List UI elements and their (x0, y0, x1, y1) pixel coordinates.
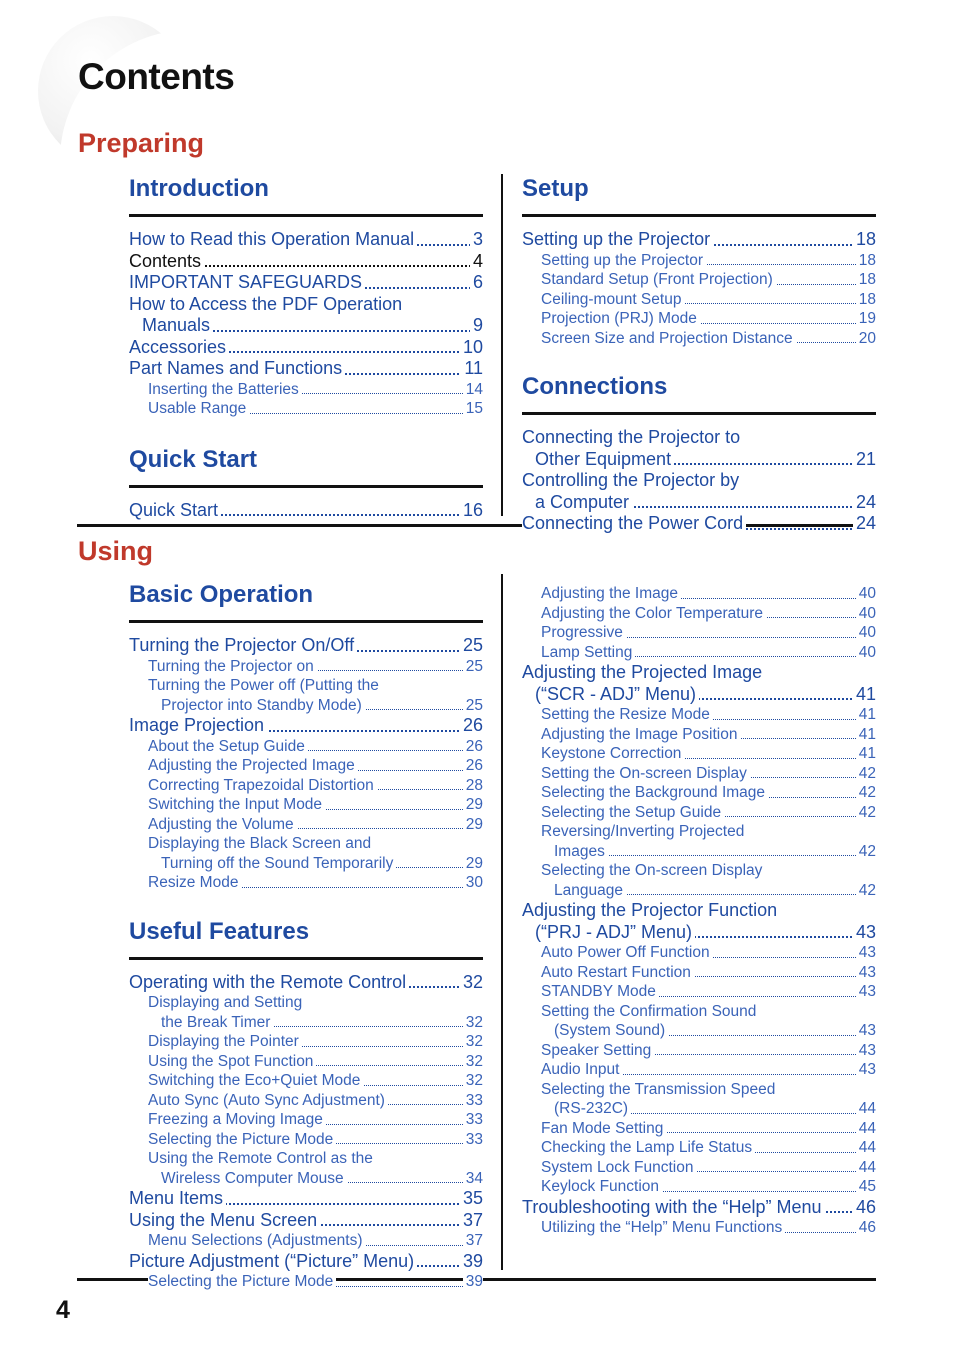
toc-entry[interactable]: IMPORTANT SAFEGUARDS 6 (129, 272, 483, 292)
toc-list-quick-start (129, 500, 483, 522)
column-preparing-left (129, 174, 483, 521)
toc-list-setup (522, 229, 876, 348)
toc-entry[interactable]: How to Access the PDF Operation (129, 294, 483, 316)
toc-entry[interactable]: Connecting the Projector to (522, 427, 876, 449)
toc-subentry[interactable]: Selecting the Transmission Speed (522, 1080, 876, 1100)
column-divider (501, 174, 503, 516)
page-title: Contents (78, 56, 235, 97)
column-preparing-right (522, 174, 876, 535)
toc-subentry[interactable]: Speaker Setting 43 (522, 1041, 876, 1061)
toc-subentry[interactable]: Switching the Eco+Quiet Mode 32 (129, 1071, 483, 1091)
toc-subentry[interactable]: (System Sound) 43 (522, 1021, 876, 1041)
toc-subentry[interactable]: Ceiling-mount Setup 18 (522, 290, 876, 310)
toc-subentry[interactable]: Resize Mode 30 (129, 873, 483, 893)
toc-entry[interactable]: a Computer 24 (522, 492, 876, 514)
part-divider (77, 524, 876, 527)
toc-subentry[interactable]: Checking the Lamp Life Status 44 (522, 1138, 876, 1158)
toc-subentry[interactable]: Reversing/Inverting Projected (522, 822, 876, 842)
toc-subentry[interactable]: Setting the Resize Mode 41 (522, 705, 876, 725)
toc-subentry[interactable]: Utilizing the “Help” Menu Functions 46 (522, 1218, 876, 1238)
toc-subentry[interactable]: Selecting the Setup Guide 42 (522, 803, 876, 823)
section-title-basic-operation: Basic Operation (129, 580, 483, 623)
toc-subentry[interactable]: Displaying the Pointer 32 (129, 1032, 483, 1052)
toc-entry[interactable]: Quick Start 16 (129, 499, 483, 520)
toc-subentry[interactable]: Displaying and Setting (129, 993, 483, 1013)
toc-subentry[interactable]: Displaying the Black Screen and (129, 834, 483, 854)
toc-list-connections (522, 427, 876, 535)
toc-subentry[interactable]: Turning the Power off (Putting the (129, 676, 483, 696)
toc-list-introduction (129, 229, 483, 419)
toc-subentry[interactable]: Usable Range 15 (129, 399, 483, 419)
toc-subentry[interactable]: Adjusting the Color Temperature 40 (522, 604, 876, 624)
toc-subentry[interactable]: Correcting Trapezoidal Distortion 28 (129, 776, 483, 796)
toc-entry[interactable]: Part Names and Functions 11 (129, 358, 483, 378)
part-title-preparing: Preparing (78, 128, 205, 158)
section-title-useful-features: Useful Features (129, 917, 483, 960)
toc-subentry[interactable]: STANDBY Mode 43 (522, 982, 876, 1002)
toc-subentry[interactable]: Adjusting the Image Position 41 (522, 725, 876, 745)
toc-subentry[interactable]: Keylock Function 45 (522, 1177, 876, 1197)
toc-subentry[interactable]: the Break Timer 32 (129, 1013, 483, 1033)
toc-entry[interactable]: (“SCR - ADJ” Menu) 41 (522, 684, 876, 706)
page-number: 4 (56, 1296, 70, 1324)
toc-subentry[interactable]: (RS-232C) 44 (522, 1099, 876, 1119)
toc-subentry[interactable]: Auto Power Off Function 43 (522, 943, 876, 963)
toc-subentry[interactable]: Setting the On-screen Display 42 (522, 764, 876, 784)
toc-subentry[interactable]: Setting the Confirmation Sound (522, 1002, 876, 1022)
toc-subentry[interactable]: Using the Remote Control as the (129, 1149, 483, 1169)
toc-entry[interactable]: Image Projection 26 (129, 715, 483, 735)
toc-entry[interactable]: Adjusting the Projector Function (522, 900, 876, 922)
toc-subentry[interactable]: Switching the Input Mode 29 (129, 795, 483, 815)
section-title-introduction: Introduction (129, 174, 483, 217)
toc-subentry[interactable]: System Lock Function 44 (522, 1158, 876, 1178)
toc-entry[interactable]: Contents 4 (129, 250, 483, 271)
toc-subentry[interactable]: Screen Size and Projection Distance 20 (522, 329, 876, 349)
toc-subentry[interactable]: Using the Spot Function 32 (129, 1052, 483, 1072)
toc-subentry[interactable]: Projection (PRJ) Mode 19 (522, 309, 876, 329)
toc-subentry[interactable]: Adjusting the Volume 29 (129, 815, 483, 835)
toc-entry[interactable]: Setting up the Projector 18 (522, 229, 876, 249)
toc-subentry[interactable]: Setting up the Projector 18 (522, 251, 876, 271)
toc-subentry[interactable]: Turning off the Sound Temporarily 29 (129, 854, 483, 874)
toc-subentry[interactable]: Auto Restart Function 43 (522, 963, 876, 983)
toc-list-basic-operation (129, 635, 483, 893)
column-using-left (129, 580, 483, 1292)
toc-subentry[interactable]: Images 42 (522, 842, 876, 862)
section-title-connections: Connections (522, 372, 876, 415)
toc-subentry[interactable]: Standard Setup (Front Projection) 18 (522, 270, 876, 290)
toc-entry[interactable]: Picture Adjustment (“Picture” Menu) 39 (129, 1250, 483, 1271)
toc-subentry[interactable]: Adjusting the Projected Image 26 (129, 756, 483, 776)
toc-entry[interactable]: Using the Menu Screen 37 (129, 1209, 483, 1230)
toc-subentry[interactable]: Progressive 40 (522, 623, 876, 643)
toc-entry[interactable]: Connecting the Power Cord 24 (522, 513, 876, 533)
toc-subentry[interactable]: Inserting the Batteries 14 (129, 380, 483, 400)
toc-entry[interactable]: Troubleshooting with the “Help” Menu 46 (522, 1196, 876, 1217)
toc-subentry[interactable]: Lamp Setting 40 (522, 643, 876, 663)
toc-subentry[interactable]: Adjusting the Image 40 (522, 584, 876, 604)
toc-subentry[interactable]: Fan Mode Setting 44 (522, 1119, 876, 1139)
toc-entry[interactable]: (“PRJ - ADJ” Menu) 43 (522, 922, 876, 944)
column-using-right (522, 584, 876, 1238)
part-title-using: Using (78, 536, 154, 566)
toc-entry[interactable]: Manuals 9 (129, 315, 483, 337)
toc-subentry[interactable]: Selecting the On-screen Display (522, 861, 876, 881)
column-divider (501, 574, 503, 1270)
section-title-quick-start: Quick Start (129, 445, 483, 488)
toc-entry[interactable]: Menu Items 35 (129, 1188, 483, 1208)
toc-subentry[interactable]: Freezing a Moving Image 33 (129, 1110, 483, 1130)
toc-entry[interactable]: How to Read this Operation Manual 3 (129, 229, 483, 249)
toc-subentry[interactable]: About the Setup Guide 26 (129, 737, 483, 757)
toc-entry[interactable]: Controlling the Projector by (522, 470, 876, 492)
toc-subentry[interactable]: Selecting the Picture Mode 39 (129, 1272, 483, 1292)
toc-subentry[interactable]: Menu Selections (Adjustments) 37 (129, 1231, 483, 1251)
toc-entry[interactable]: Accessories 10 (129, 336, 483, 357)
toc-subentry[interactable]: Keystone Correction 41 (522, 744, 876, 764)
toc-subentry[interactable]: Audio Input 43 (522, 1060, 876, 1080)
toc-entry[interactable]: Operating with the Remote Control 32 (129, 971, 483, 992)
toc-entry[interactable]: Adjusting the Projected Image (522, 662, 876, 684)
toc-subentry[interactable]: Auto Sync (Auto Sync Adjustment) 33 (129, 1091, 483, 1111)
toc-subentry[interactable]: Selecting the Picture Mode 33 (129, 1130, 483, 1150)
toc-subentry[interactable]: Selecting the Background Image 42 (522, 783, 876, 803)
section-title-setup: Setup (522, 174, 876, 217)
toc-entry[interactable]: Turning the Projector On/Off 25 (129, 635, 483, 655)
toc-list-continued (522, 584, 876, 1238)
toc-subentry[interactable]: Language 42 (522, 881, 876, 901)
toc-subentry[interactable]: Wireless Computer Mouse 34 (129, 1169, 483, 1189)
toc-entry[interactable]: Other Equipment 21 (522, 449, 876, 471)
toc-subentry[interactable]: Turning the Projector on 25 (129, 657, 483, 677)
toc-list-useful-features (129, 972, 483, 1292)
toc-subentry[interactable]: Projector into Standby Mode) 25 (129, 696, 483, 716)
